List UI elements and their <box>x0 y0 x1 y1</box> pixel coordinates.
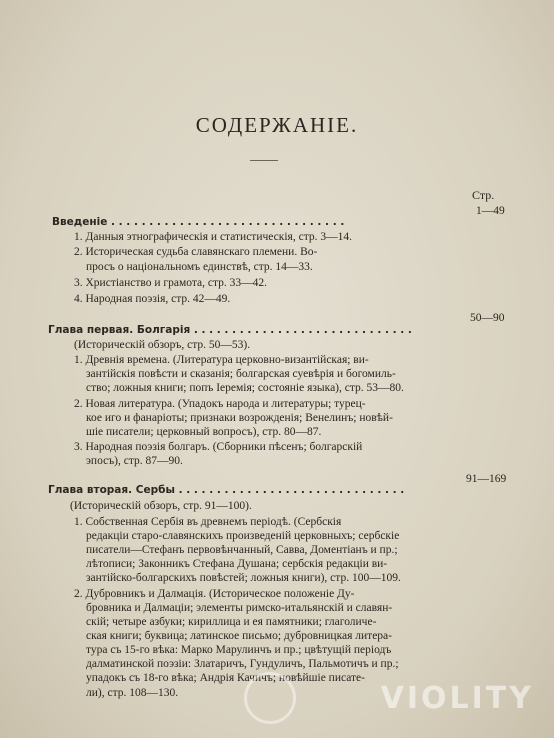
section-page-range: 50—90 <box>470 312 505 324</box>
toc-entry: 4. Народная поэзія, стр. 42—49. <box>74 293 231 305</box>
toc-entry: эпосъ), стр. 87—90. <box>86 455 183 467</box>
toc-entry: лѣтописи; Законникъ Стефана Душана; сербскія редакціи ви- <box>86 558 388 570</box>
toc-entry: ли), стр. 108—130. <box>86 687 179 699</box>
toc-entry: тура съ 15-го вѣка: Марко Марулинчъ и пр.; цвѣтущій періодъ <box>86 644 392 656</box>
toc-entry: 3. Христіанство и грамота, стр. 33—42. <box>74 277 268 289</box>
toc-entry: шіе писатели; церковный вопросъ), стр. 80—87. <box>86 426 322 438</box>
watermark-logo-icon <box>244 672 296 724</box>
page-column-header: Стр. <box>472 188 495 202</box>
toc-entry: 1. Древнія времена. (Литература церковно-византійская; ви- <box>74 354 369 366</box>
title-rule <box>250 160 278 161</box>
watermark: VIOLITY <box>380 681 534 716</box>
toc-entry: 2. Дубровникъ и Далмація. (Историческое положеніе Ду- <box>74 588 355 600</box>
toc-entry: далматинской поэзіи: Златаричъ, Гундуличъ, Пальмотичъ и пр.; <box>86 658 399 670</box>
toc-entry: ская книги; буквица; латинское письмо; дубровницкая литера- <box>86 630 392 642</box>
toc-entry: упадокъ съ 18-го вѣка; Андрія Качичъ; новѣйшіе писате- <box>86 672 365 684</box>
toc-entry: кое иго и фанаріоты; признаки возрожденія; Венелинъ; новѣй- <box>86 412 393 424</box>
toc-entry: (Историческій обзоръ, стр. 50—53). <box>74 339 251 351</box>
toc-entry: 1. Собственная Сербія въ древнемъ періодѣ. (Сербскія <box>74 516 342 528</box>
toc-entry: бровника и Далмаціи; элементы римско-итальянскій и славян- <box>86 602 393 614</box>
section-page-range: 91—169 <box>466 473 507 485</box>
section-page-range: 1—49 <box>476 205 505 217</box>
page-title: СОДЕРЖАНІЕ. <box>195 113 359 137</box>
section-heading: Глава первая. Болгарія . . . . . . . . . . . . . . . . . . . . . . . . . . . . . <box>48 324 412 336</box>
toc-entry: 1. Данныя этнографическія и статистическія, стр. 3—14. <box>74 231 352 243</box>
toc-entry: скій; четыре азбуки; кириллица и ея памятники; глаголиче- <box>86 616 377 628</box>
section-heading: Введеніе . . . . . . . . . . . . . . . . . . . . . . . . . . . . . . . <box>52 216 345 228</box>
toc-entry: зантійско-болгарскихъ повѣстей; ложныя книги), стр. 100—109. <box>86 572 401 584</box>
toc-entry: ство; ложныя книги; попъ Іеремія; состояніе языка), стр. 53—80. <box>86 382 404 394</box>
toc-entry: писатели—Стефанъ первовѣнчанный, Савва, Доментіанъ и пр.; <box>86 544 398 556</box>
toc-entry: редакціи старо-славянскихъ произведеній церковныхъ; сербскіе <box>86 530 400 542</box>
toc-entry: 3. Народная поэзія болгаръ. (Сборники пѣсенъ; болгарскій <box>74 441 363 453</box>
section-heading: Глава вторая. Сербы . . . . . . . . . . . . . . . . . . . . . . . . . . . . . . <box>48 484 405 496</box>
toc-entry: 2. Новая литература. (Упадокъ народа и литературы; турец- <box>74 398 366 410</box>
toc-entry: (Историческій обзоръ, стр. 91—100). <box>70 500 252 512</box>
toc-entry: просъ о національномъ единствѣ, стр. 14—33. <box>86 261 313 273</box>
toc-entry: зантійскія повѣсти и сказанія; болгарская суевѣрія и богомиль- <box>86 368 396 380</box>
toc-entry: 2. Историческая судьба славянскаго племени. Во- <box>74 246 318 258</box>
